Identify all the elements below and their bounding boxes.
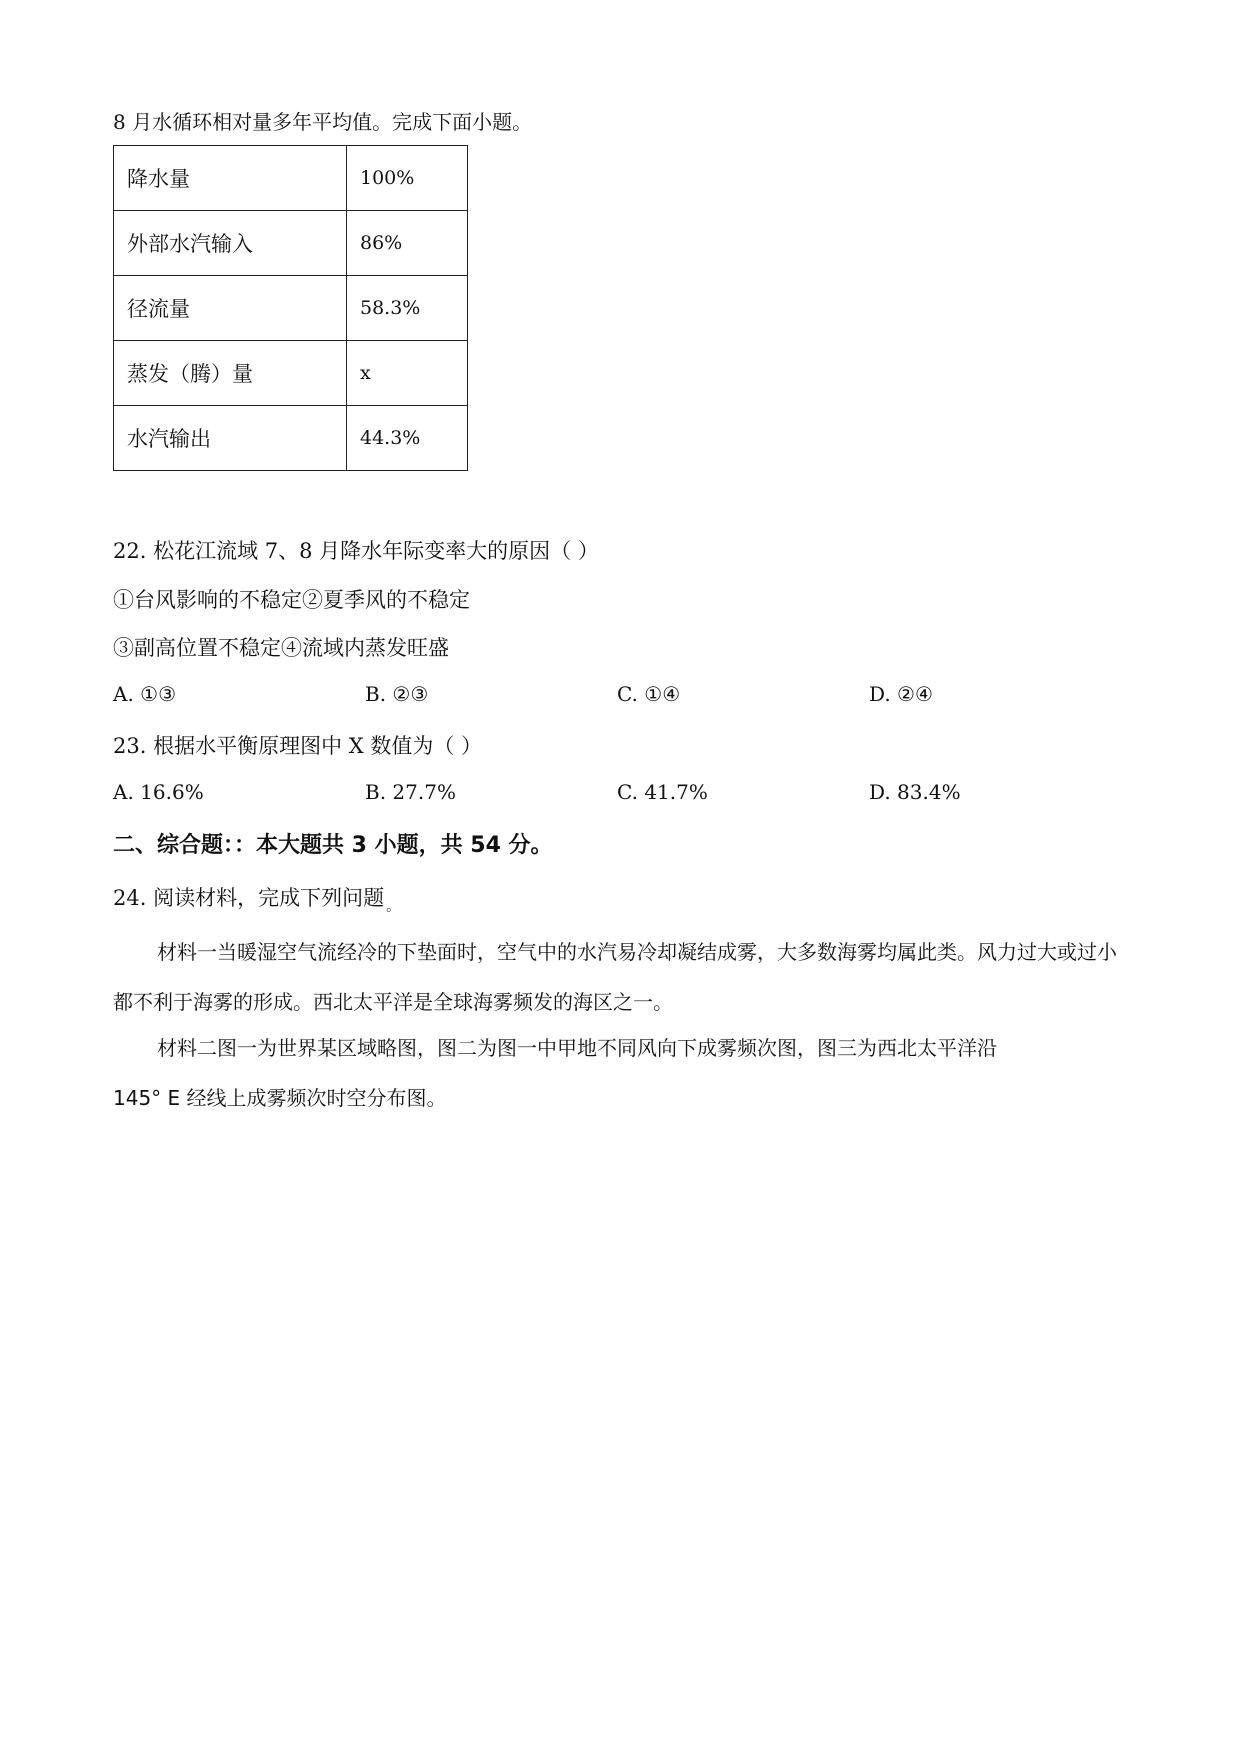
section-2-heading: 二、综合题：：本大题共 3 小题，共 54 分。 (113, 833, 553, 858)
table-row (114, 211, 468, 276)
table-row (114, 276, 468, 341)
table-cell-value: 44.3% (347, 406, 468, 471)
question-24-stem (113, 882, 400, 916)
table-cell-label: 蒸发（腾）量 (114, 341, 347, 406)
question-22-statements-2: ③副高位置不稳定④流域内蒸发旺盛 (113, 636, 449, 660)
material-2-paragraph (113, 1023, 1123, 1123)
question-22-option-c[interactable]: C. ①④ (617, 682, 681, 706)
table-cell-label: 降水量 (114, 146, 347, 211)
material-2-text: 材料二图一为世界某区域略图，图二为图一中甲地不同风向下成雾频次图，图三为西北太平洋沿 (157, 1036, 997, 1060)
table-cell-label: 水汽输出 (114, 406, 347, 471)
question-23-stem: 23. 根据水平衡原理图中 X 数值为（ ） (113, 734, 483, 758)
intro-text: 8 月水循环相对量多年平均值。完成下面小题。 (113, 110, 533, 134)
material-1-paragraph (113, 927, 1123, 1027)
table-row (114, 146, 468, 211)
question-23-option-c[interactable]: C. 41.7% (617, 780, 708, 804)
table-cell-value: x (347, 341, 468, 406)
table-row (114, 406, 468, 471)
material-2-text-tail: 经线上成雾频次时空分布图。 (180, 1086, 447, 1110)
table-cell-value: 58.3% (347, 276, 468, 341)
water-cycle-table (113, 145, 468, 471)
question-22-statements-1: ①台风影响的不稳定②夏季风的不稳定 (113, 588, 470, 612)
material-2-coordinate: 145° E (113, 1086, 181, 1110)
question-22-option-d[interactable]: D. ②④ (869, 682, 933, 706)
question-23-option-b[interactable]: B. 27.7% (365, 780, 456, 804)
table-cell-value: 100% (347, 146, 468, 211)
table-row (114, 341, 468, 406)
table-cell-label: 外部水汽输入 (114, 211, 347, 276)
question-22-option-a[interactable]: A. ①③ (113, 682, 177, 706)
question-22-stem: 22. 松花江流域 7、8 月降水年际变率大的原因（ ） (113, 539, 599, 563)
question-24-stem-text: 24. 阅读材料，完成下列问题 (113, 886, 385, 910)
material-1-text: 材料一当暖湿空气流经冷的下垫面时，空气中的水汽易冷却凝结成雾，大多数海雾均属此类。风力过大或过小都不利于海雾的形成。西北太平洋是全球海雾频发的海区之一。 (113, 940, 1117, 1014)
table-cell-label: 径流量 (114, 276, 347, 341)
question-22-option-b[interactable]: B. ②③ (365, 682, 429, 706)
question-24-stem-tail: 。 (386, 899, 401, 915)
question-23-option-a[interactable]: A. 16.6% (113, 780, 204, 804)
question-23-option-d[interactable]: D. 83.4% (869, 780, 961, 804)
table-cell-value: 86% (347, 211, 468, 276)
